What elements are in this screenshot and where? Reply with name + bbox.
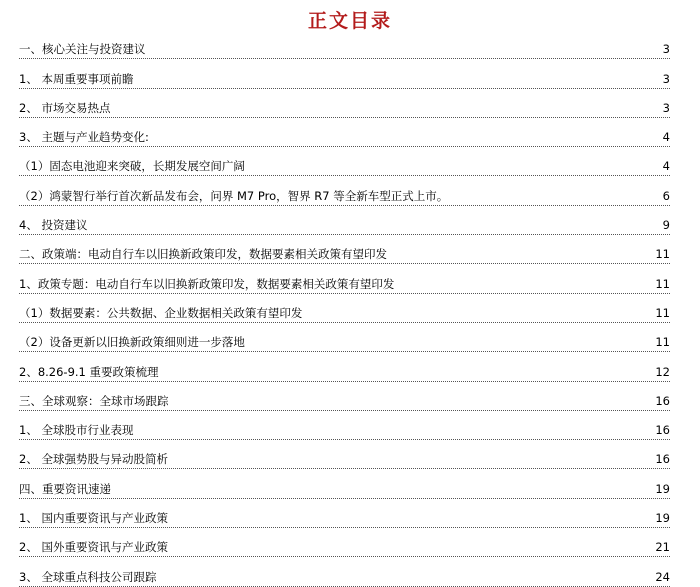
toc-entry-label: 2、 国外重要资讯与产业政策: [19, 540, 168, 555]
toc-list: [19, 30, 670, 587]
toc-entry[interactable]: [19, 352, 670, 381]
toc-entry-label: 三、全球观察：全球市场跟踪: [19, 393, 169, 408]
toc-entry-page-number: 16: [655, 423, 670, 438]
toc-entry[interactable]: [19, 382, 670, 411]
toc-entry[interactable]: [19, 176, 670, 205]
toc-entry-page-number: 4: [662, 130, 670, 145]
toc-entry-page-number: 3: [662, 100, 670, 115]
toc-entry[interactable]: [19, 499, 670, 528]
toc-entry[interactable]: [19, 89, 670, 118]
toc-entry-label: 四、重要资讯速递: [19, 481, 111, 496]
toc-entry-page-number: 6: [662, 188, 670, 203]
toc-entry-page-number: 16: [655, 452, 670, 467]
toc-entry[interactable]: [19, 147, 670, 176]
toc-entry-page-number: 9: [662, 218, 670, 233]
toc-entry-page-number: 3: [662, 71, 670, 86]
toc-entry-page-number: 11: [655, 335, 670, 350]
toc-entry[interactable]: [19, 557, 670, 586]
toc-entry-label: 2、 全球强势股与异动股简析: [19, 452, 168, 467]
toc-entry[interactable]: [19, 294, 670, 323]
toc-entry-page-number: 11: [655, 247, 670, 262]
toc-entry-label: 1、 本周重要事项前瞻: [19, 71, 134, 86]
toc-entry-label: 1、 全球股市行业表现: [19, 423, 134, 438]
toc-entry-label: （1）固态电池迎来突破，长期发展空间广阔: [19, 159, 245, 174]
toc-entry[interactable]: [19, 118, 670, 147]
toc-entry[interactable]: [19, 264, 670, 293]
toc-entry-page-number: 11: [655, 276, 670, 291]
toc-entry-page-number: 21: [655, 540, 670, 555]
toc-entry-label: 4、 投资建议: [19, 218, 88, 233]
toc-title: 正文目录: [307, 10, 392, 32]
toc-entry[interactable]: [19, 528, 670, 557]
toc-entry-page-number: 16: [655, 393, 670, 408]
toc-entry-label: 3、 主题与产业趋势变化:: [19, 130, 149, 145]
toc-entry-page-number: 19: [655, 511, 670, 526]
toc-entry-label: （2）鸿蒙智行举行首次新品发布会，问界 M7 Pro，智界 R7 等全新车型正式上市。: [19, 188, 449, 203]
toc-entry[interactable]: [19, 323, 670, 352]
toc-entry-page-number: 12: [655, 364, 670, 379]
toc-entry-page-number: 24: [655, 569, 670, 584]
toc-entry[interactable]: [19, 30, 670, 59]
toc-entry-label: 2、 市场交易热点: [19, 100, 111, 115]
toc-entry-label: （1）数据要素：公共数据、企业数据相关政策有望印发: [19, 305, 303, 320]
toc-entry[interactable]: [19, 206, 670, 235]
toc-entry[interactable]: [19, 235, 670, 264]
toc-entry-label: 3、 全球重点科技公司跟踪: [19, 569, 157, 584]
toc-entry[interactable]: [19, 469, 670, 498]
toc-entry[interactable]: [19, 440, 670, 469]
toc-entry[interactable]: [19, 59, 670, 88]
toc-entry-page-number: 3: [662, 42, 670, 57]
toc-entry-label: （2）设备更新以旧换新政策细则进一步落地: [19, 335, 245, 350]
toc-entry-page-number: 11: [655, 305, 670, 320]
toc-entry-label: 1、政策专题：电动自行车以旧换新政策印发，数据要素相关政策有望印发: [19, 276, 395, 291]
toc-entry-label: 1、 国内重要资讯与产业政策: [19, 511, 168, 526]
toc-entry-page-number: 19: [655, 481, 670, 496]
toc-entry[interactable]: [19, 411, 670, 440]
toc-entry-label: 一、核心关注与投资建议: [19, 42, 146, 57]
toc-entry-label: 二、政策端：电动自行车以旧换新政策印发，数据要素相关政策有望印发: [19, 247, 387, 262]
toc-entry-label: 2、8.26-9.1 重要政策梳理: [19, 364, 159, 379]
toc-entry-page-number: 4: [662, 159, 670, 174]
